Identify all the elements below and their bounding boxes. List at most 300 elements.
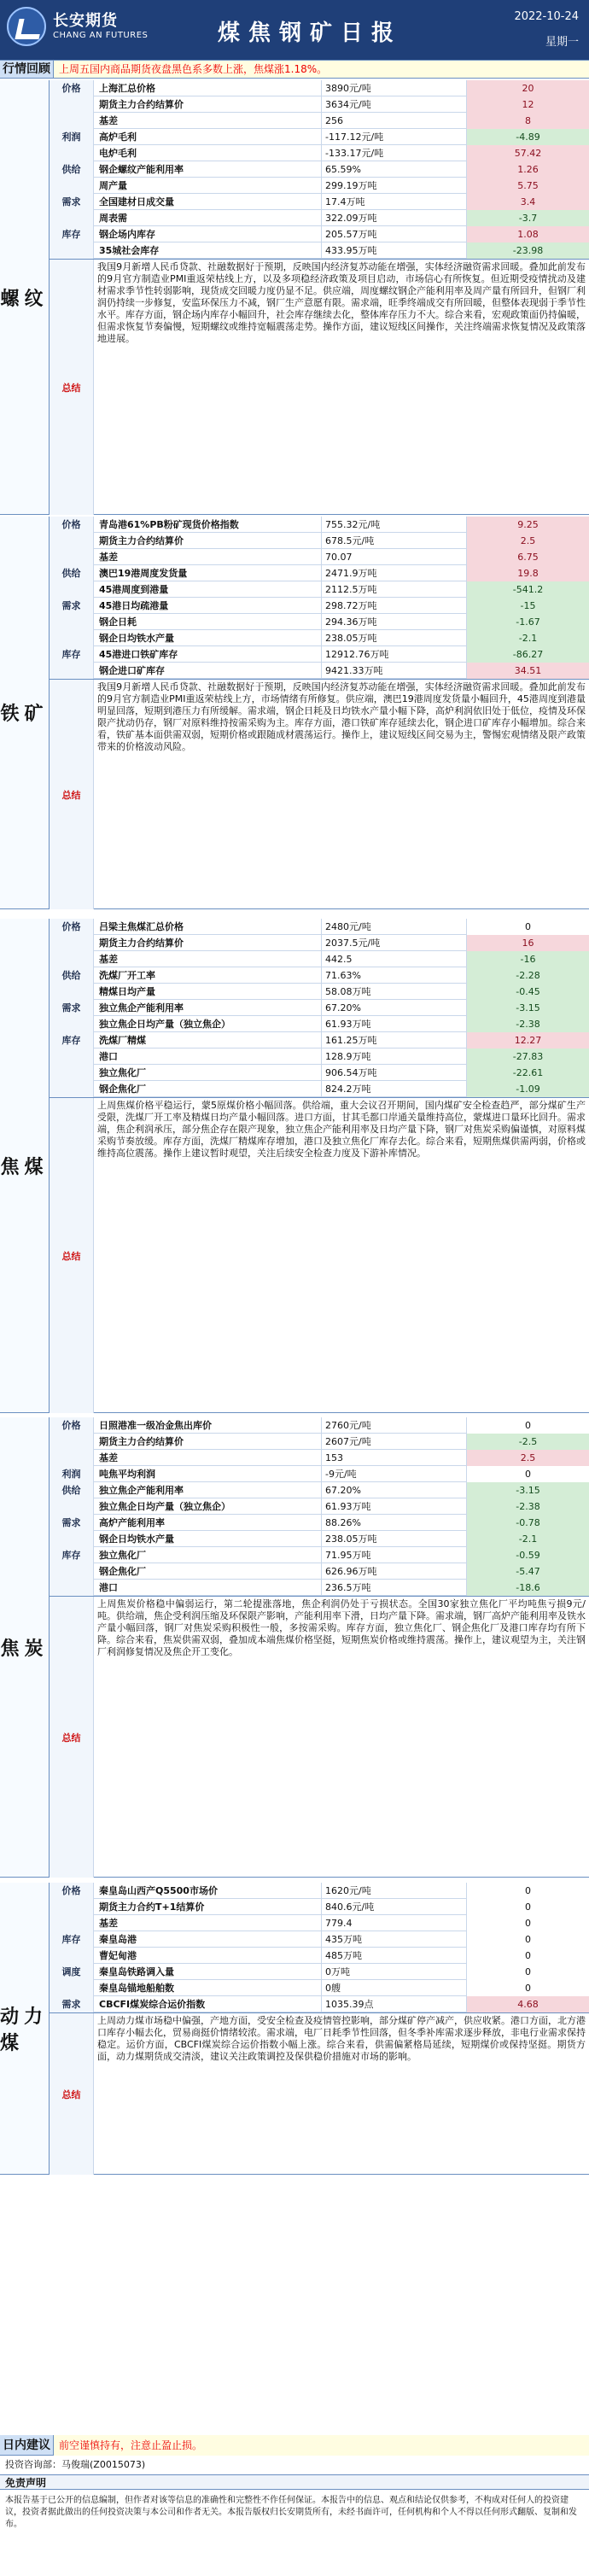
table-row bbox=[50, 1899, 589, 1915]
table-row bbox=[50, 96, 589, 113]
row-indicator: 45港进口铁矿库存 bbox=[99, 649, 178, 660]
row-change: -1.67 bbox=[466, 614, 589, 630]
row-change: -4.89 bbox=[466, 129, 589, 145]
row-category: 库存 bbox=[50, 646, 94, 663]
row-indicator: 独立焦企日均产量（独立焦企） bbox=[99, 1019, 230, 1030]
row-value: 2112.5万吨 bbox=[321, 581, 466, 598]
row-category bbox=[50, 1450, 94, 1466]
row-value: -9元/吨 bbox=[321, 1466, 466, 1482]
table-row bbox=[50, 598, 589, 614]
row-value: 0万吨 bbox=[321, 1964, 466, 1980]
row-change: 8 bbox=[466, 113, 589, 129]
row-change: 0 bbox=[466, 1948, 589, 1964]
row-category bbox=[50, 1081, 94, 1097]
row-value: 58.08万吨 bbox=[321, 984, 466, 1000]
row-category bbox=[50, 533, 94, 549]
jiaomei-data-table bbox=[50, 919, 589, 1097]
row-category: 利润 bbox=[50, 129, 94, 145]
row-change: 0 bbox=[466, 1899, 589, 1915]
row-value: 2607元/吨 bbox=[321, 1434, 466, 1450]
row-change: 20 bbox=[466, 80, 589, 96]
row-value: 435万吨 bbox=[321, 1931, 466, 1948]
summary-label: 总结 bbox=[50, 1597, 94, 1878]
row-change: -16 bbox=[466, 951, 589, 967]
row-indicator: 期货主力合约结算价 bbox=[99, 938, 184, 949]
summary-label: 总结 bbox=[50, 1098, 94, 1413]
row-indicator: 全国建材日成交量 bbox=[99, 196, 174, 207]
row-indicator: CBCFI煤炭综合运价指数 bbox=[99, 1999, 206, 2010]
tiekuang-summary bbox=[50, 679, 589, 909]
row-indicator: 钢企日耗 bbox=[99, 616, 137, 628]
table-row bbox=[50, 1434, 589, 1450]
table-row bbox=[50, 1563, 589, 1580]
row-value: 236.5万吨 bbox=[321, 1580, 466, 1596]
row-change: -3.15 bbox=[466, 1000, 589, 1016]
row-category bbox=[50, 1531, 94, 1547]
row-category: 价格 bbox=[50, 517, 94, 533]
summary-label: 总结 bbox=[50, 680, 94, 909]
row-category: 库存 bbox=[50, 1547, 94, 1563]
table-row bbox=[50, 1948, 589, 1964]
row-category bbox=[50, 178, 94, 194]
row-category bbox=[50, 1915, 94, 1931]
row-change: 19.8 bbox=[466, 565, 589, 581]
row-change: 16 bbox=[466, 935, 589, 951]
row-indicator: 吨焦平均利润 bbox=[99, 1469, 155, 1480]
row-change: -2.38 bbox=[466, 1498, 589, 1515]
table-row bbox=[50, 1450, 589, 1466]
row-value: 67.20% bbox=[321, 1482, 466, 1498]
row-change: 0 bbox=[466, 919, 589, 935]
row-indicator: 基差 bbox=[99, 1452, 118, 1463]
row-change: -2.28 bbox=[466, 967, 589, 984]
jiaomei-section-label: 焦煤 bbox=[0, 919, 50, 1412]
summary-text: 我国9月新增人民币贷款、社融数据好于预期，反映国内经济复苏动能在增强，实体经济融资需求回暖。叠加此前发布的9月官方制造业PMI重返荣枯线上方，市场情绪有所修复。供应端，澳巴19港周度发货量小幅回升，45港周度到港量明显回落，短期到港压力有所缓解。需求端，钢企日耗及日均铁水产量小幅下降，高炉利润依旧处于低位，疫情及环保限产扰动仍存，钢厂对原料维持按需采购为主。库存方面，港口铁矿库存延续去化，钢企进口矿库存小幅增加。综合来看，铁矿基本面供需双弱，短期价格或跟随成材震荡运行。操作上，建议短线区间交易为主，警惕宏观情绪及限产政策带来的价格波动风险。 bbox=[97, 681, 586, 752]
row-change: 6.75 bbox=[466, 549, 589, 565]
row-change: 1.08 bbox=[466, 226, 589, 242]
table-row bbox=[50, 1883, 589, 1899]
row-value: 0艘 bbox=[321, 1980, 466, 1996]
intraday-advice-label: 日内建议 bbox=[3, 2439, 50, 2452]
market-review-text: 上周五国内商品期货夜盘黑色系多数上涨，焦煤涨1.18%。 bbox=[53, 61, 589, 78]
table-row bbox=[50, 1980, 589, 1996]
row-indicator: 周产量 bbox=[99, 180, 127, 191]
row-value: 840.6元/吨 bbox=[321, 1899, 466, 1915]
row-indicator: 钢企日均铁水产量 bbox=[99, 633, 174, 644]
analyst-info: 投资咨询部：马俊瑞(Z0015073) bbox=[5, 2459, 146, 2470]
row-value: 906.54万吨 bbox=[321, 1065, 466, 1081]
row-indicator: 洗煤厂开工率 bbox=[99, 970, 155, 981]
table-row bbox=[50, 80, 589, 96]
table-row bbox=[50, 145, 589, 161]
intraday-advice-text: 前空谨慎持有，注意止盈止损。 bbox=[53, 2435, 589, 2456]
luowen-section bbox=[0, 80, 589, 515]
summary-text: 上周动力煤市场稳中偏强，产地方面，受安全检查及疫情管控影响，部分煤矿停产减产，供应收紧。港口方面，北方港口库存小幅去化，贸易商挺价情绪较浓。需求端，电厂日耗季节性回落，但冬季补库需求逐步释放，非电行业需求保持稳定。运价方面，CBCFI煤炭综合运价指数小幅上涨。综合来看，供需偏紧格局延续，短期煤价或保持坚挺。期货方面，动力煤期货成交清淡，建议关注政策调控及保供稳价措施对市场的影响。 bbox=[97, 2015, 586, 2062]
row-category bbox=[50, 1498, 94, 1515]
row-indicator: 港口 bbox=[99, 1051, 118, 1062]
row-value: 205.57万吨 bbox=[321, 226, 466, 242]
row-value: 153 bbox=[321, 1450, 466, 1466]
row-category: 供给 bbox=[50, 565, 94, 581]
row-indicator: 45港周度到港量 bbox=[99, 584, 169, 595]
table-row bbox=[50, 1000, 589, 1016]
disclaimer-text: 本报告基于已公开的信息编制，但作者对该等信息的准确性和完整性不作任何保证。本报告中的信息、观点和结论仅供参考，不构成对任何人的投资建议，投资者据此做出的任何投资决策与本公司和作者无关。本报告版权归长安期货所有，未经书面许可，任何机构和个人不得以任何形式翻版、复制和发布。 bbox=[5, 2496, 577, 2529]
row-value: 128.9万吨 bbox=[321, 1049, 466, 1065]
row-indicator: 钢企焦化厂 bbox=[99, 1566, 146, 1577]
row-value: 67.20% bbox=[321, 1000, 466, 1016]
row-category bbox=[50, 1948, 94, 1964]
row-value: 3634元/吨 bbox=[321, 96, 466, 113]
report-title: 煤焦钢矿日报 bbox=[218, 20, 403, 46]
row-change: -541.2 bbox=[466, 581, 589, 598]
row-indicator: 期货主力合约结算价 bbox=[99, 1436, 184, 1447]
row-change: 2.5 bbox=[466, 1450, 589, 1466]
row-category: 需求 bbox=[50, 1996, 94, 2012]
row-value: 678.5元/吨 bbox=[321, 533, 466, 549]
row-value: 2760元/吨 bbox=[321, 1417, 466, 1434]
row-change: 0 bbox=[466, 1915, 589, 1931]
table-row bbox=[50, 226, 589, 242]
table-row bbox=[50, 1498, 589, 1515]
tiekuang-section-label: 铁矿 bbox=[0, 517, 50, 908]
summary-label: 总结 bbox=[50, 260, 94, 515]
row-change: -0.78 bbox=[466, 1515, 589, 1531]
row-change: -2.38 bbox=[466, 1016, 589, 1032]
tiekuang-section bbox=[0, 517, 589, 909]
row-indicator: 独立焦化厂 bbox=[99, 1550, 146, 1561]
row-category: 价格 bbox=[50, 919, 94, 935]
row-value: 238.05万吨 bbox=[321, 630, 466, 646]
table-row bbox=[50, 1996, 589, 2012]
row-value: 65.59% bbox=[321, 161, 466, 178]
donglimei-section bbox=[0, 1883, 589, 2175]
row-indicator: 秦皇岛山西产Q5500市场价 bbox=[99, 1885, 218, 1896]
row-change: 0 bbox=[466, 1417, 589, 1434]
market-review-label: 行情回顾 bbox=[3, 62, 50, 76]
table-row bbox=[50, 1531, 589, 1547]
tiekuang-data-table bbox=[50, 517, 589, 679]
table-row bbox=[50, 1081, 589, 1097]
row-category: 利润 bbox=[50, 1466, 94, 1482]
row-indicator: 周表需 bbox=[99, 213, 127, 224]
table-row bbox=[50, 210, 589, 226]
table-row bbox=[50, 1482, 589, 1498]
row-change: -15 bbox=[466, 598, 589, 614]
row-category bbox=[50, 1580, 94, 1596]
row-category: 价格 bbox=[50, 80, 94, 96]
row-value: 433.95万吨 bbox=[321, 242, 466, 259]
row-category: 需求 bbox=[50, 194, 94, 210]
table-row bbox=[50, 630, 589, 646]
row-indicator: 秦皇岛锚地船舶数 bbox=[99, 1983, 174, 1994]
table-row bbox=[50, 113, 589, 129]
row-category: 价格 bbox=[50, 1883, 94, 1899]
report-date: 2022-10-24 bbox=[514, 10, 579, 23]
row-value: 12912.76万吨 bbox=[321, 646, 466, 663]
table-row bbox=[50, 663, 589, 679]
table-row bbox=[50, 935, 589, 951]
row-change: 3.4 bbox=[466, 194, 589, 210]
row-value: 71.63% bbox=[321, 967, 466, 984]
row-value: 298.72万吨 bbox=[321, 598, 466, 614]
row-change: 2.5 bbox=[466, 533, 589, 549]
row-indicator: 电炉毛利 bbox=[99, 148, 137, 159]
row-indicator: 期货主力合约结算价 bbox=[99, 535, 184, 546]
row-indicator: 精煤日均产量 bbox=[99, 986, 155, 997]
luowen-summary bbox=[50, 259, 589, 515]
row-indicator: 日照港准一级冶金焦出库价 bbox=[99, 1420, 212, 1431]
summary-text: 上周焦煤价格平稳运行，蒙5原煤价格小幅回落。供给端，重大会议召开期间，国内煤矿安全检查趋严，部分煤矿生产受限，洗煤厂开工率及精煤日均产量小幅回落。进口方面，甘其毛都口岸通关量维持高位，蒙煤进口量环比回升。需求端，焦企利润承压，部分焦企存在限产现象，独立焦企产能利用率及日均产量下降，钢厂对焦炭采购偏谨慎，对原料煤采购节奏放缓。库存方面，洗煤厂精煤库存增加，港口及独立焦化厂库存去化。综合来看，短期焦煤供需两弱，价格或维持高位震荡。操作上建议暂时观望，关注后续安全检查力度及下游补库情况。 bbox=[97, 1100, 586, 1159]
row-category bbox=[50, 113, 94, 129]
row-value: 626.96万吨 bbox=[321, 1563, 466, 1580]
row-category bbox=[50, 1434, 94, 1450]
row-value: 70.07 bbox=[321, 549, 466, 565]
row-category bbox=[50, 1016, 94, 1032]
row-value: 779.4 bbox=[321, 1915, 466, 1931]
row-value: 61.93万吨 bbox=[321, 1498, 466, 1515]
row-value: 2480元/吨 bbox=[321, 919, 466, 935]
summary-label: 总结 bbox=[50, 2013, 94, 2175]
table-row bbox=[50, 129, 589, 145]
table-row bbox=[50, 1580, 589, 1596]
table-row bbox=[50, 951, 589, 967]
row-indicator: 期货主力合约T+1结算价 bbox=[99, 1901, 205, 1913]
table-row bbox=[50, 967, 589, 984]
row-change: 0 bbox=[466, 1883, 589, 1899]
table-row bbox=[50, 919, 589, 935]
row-change: 0 bbox=[466, 1980, 589, 1996]
row-indicator: 钢企螺纹产能利用率 bbox=[99, 164, 184, 175]
summary-text: 我国9月新增人民币贷款、社融数据好于预期，反映国内经济复苏动能在增强，实体经济融资需求回暖。叠加此前发布的9月官方制造业PMI重返荣枯线上方，以及多项稳经济政策及项目启动，市场信心有所恢复。但近期受疫情扰动及建材需求季节性转弱影响，现货成交回暖力度仍显不足。供应端，周度螺纹钢企产能利用率及周产量有所回升，但钢厂利润仍持续一步修复，安监环保压力不减，钢厂生产意愿有限。需求端，旺季终端成交有所回暖，但整体表现弱于季节性水平。库存方面，钢企场内库存小幅回升，社会库存继续去化，整体库存压力不大。综合来看，宏观政策面仍持偏暖，但需求恢复节奏偏慢，短期螺纹或维持宽幅震荡走势。操作方面，建议短线区间操作，关注终端需求恢复情况及政策落地进展。 bbox=[97, 261, 586, 344]
table-row bbox=[50, 1417, 589, 1434]
report-weekday: 星期一 bbox=[545, 36, 579, 49]
table-row bbox=[50, 646, 589, 663]
company-name-en: CHANG AN FUTURES bbox=[53, 31, 149, 40]
row-value: 2037.5元/吨 bbox=[321, 935, 466, 951]
row-change: -0.59 bbox=[466, 1547, 589, 1563]
row-category bbox=[50, 210, 94, 226]
row-change: 9.25 bbox=[466, 517, 589, 533]
row-category: 需求 bbox=[50, 598, 94, 614]
row-change: 34.51 bbox=[466, 663, 589, 679]
row-value: 9421.33万吨 bbox=[321, 663, 466, 679]
table-row bbox=[50, 1915, 589, 1931]
row-category bbox=[50, 1563, 94, 1580]
row-category bbox=[50, 1065, 94, 1081]
row-value: 485万吨 bbox=[321, 1948, 466, 1964]
jiaotan-summary bbox=[50, 1596, 589, 1878]
row-indicator: 基差 bbox=[99, 115, 118, 126]
jiaomei-section bbox=[0, 919, 589, 1413]
row-value: 61.93万吨 bbox=[321, 1016, 466, 1032]
row-indicator: 基差 bbox=[99, 1918, 118, 1929]
row-indicator: 35城社会库存 bbox=[99, 245, 160, 256]
row-indicator: 钢企焦化厂 bbox=[99, 1084, 146, 1095]
table-row bbox=[50, 1049, 589, 1065]
row-indicator: 秦皇岛铁路调入量 bbox=[99, 1966, 174, 1977]
report-header bbox=[0, 0, 589, 60]
jiaotan-section bbox=[0, 1417, 589, 1878]
donglimei-section-label: 动力煤 bbox=[0, 1883, 50, 2174]
row-value: 755.32元/吨 bbox=[321, 517, 466, 533]
row-category: 供给 bbox=[50, 967, 94, 984]
table-row bbox=[50, 549, 589, 565]
row-value: 2471.9万吨 bbox=[321, 565, 466, 581]
row-value: 1620元/吨 bbox=[321, 1883, 466, 1899]
row-value: 3890元/吨 bbox=[321, 80, 466, 96]
row-value: -133.17元/吨 bbox=[321, 145, 466, 161]
row-category bbox=[50, 984, 94, 1000]
luowen-data-table bbox=[50, 80, 589, 259]
row-change: -1.09 bbox=[466, 1081, 589, 1097]
row-indicator: 港口 bbox=[99, 1582, 118, 1593]
row-value: 824.2万吨 bbox=[321, 1081, 466, 1097]
table-row bbox=[50, 533, 589, 549]
jiaomei-summary bbox=[50, 1097, 589, 1413]
row-value: 299.19万吨 bbox=[321, 178, 466, 194]
row-indicator: 钢企场内库存 bbox=[99, 229, 155, 240]
table-row bbox=[50, 565, 589, 581]
row-category: 库存 bbox=[50, 226, 94, 242]
row-category bbox=[50, 145, 94, 161]
row-change: -86.27 bbox=[466, 646, 589, 663]
table-row bbox=[50, 1032, 589, 1049]
row-change: -23.98 bbox=[466, 242, 589, 259]
row-change: -18.6 bbox=[466, 1580, 589, 1596]
intraday-advice-bar bbox=[0, 2435, 589, 2456]
summary-text: 上周焦炭价格稳中偏弱运行，第二轮提涨落地，焦企利润仍处于亏损状态。全国30家独立焦化厂平均吨焦亏损9元/吨。供给端，焦企受利润压缩及环保限产影响，产能利用率下滑，日均产量下降。需求端，钢厂高炉产能利用率及铁水产量小幅回落，钢厂对焦炭采购积极性一般，多按需采购。库存方面，独立焦化厂、钢企焦化厂及港口库存均有所下降。综合来看，焦炭供需双弱，叠加成本端焦煤价格坚挺，短期焦炭价格或维持震荡。操作上，建议观望为主，关注钢厂利润修复情况及焦企开工变化。 bbox=[97, 1598, 586, 1657]
row-indicator: 吕梁主焦煤汇总价格 bbox=[99, 921, 184, 932]
row-change: 1.26 bbox=[466, 161, 589, 178]
row-change: 0 bbox=[466, 1466, 589, 1482]
row-change: -0.45 bbox=[466, 984, 589, 1000]
row-value: 17.4万吨 bbox=[321, 194, 466, 210]
row-indicator: 期货主力合约结算价 bbox=[99, 99, 184, 110]
row-value: 71.95万吨 bbox=[321, 1547, 466, 1563]
row-change: -2.1 bbox=[466, 630, 589, 646]
table-row bbox=[50, 614, 589, 630]
row-category bbox=[50, 96, 94, 113]
row-indicator: 基差 bbox=[99, 954, 118, 965]
donglimei-summary bbox=[50, 2012, 589, 2175]
row-indicator: 澳巴19港周度发货量 bbox=[99, 568, 188, 579]
row-category: 库存 bbox=[50, 1931, 94, 1948]
row-category bbox=[50, 1899, 94, 1915]
row-change: -3.7 bbox=[466, 210, 589, 226]
row-indicator: 45港日均疏港量 bbox=[99, 600, 169, 611]
company-logo-icon bbox=[7, 7, 46, 46]
table-row bbox=[50, 161, 589, 178]
row-change: 57.42 bbox=[466, 145, 589, 161]
row-change: 5.75 bbox=[466, 178, 589, 194]
row-change: -27.83 bbox=[466, 1049, 589, 1065]
row-change: -3.15 bbox=[466, 1482, 589, 1498]
row-category bbox=[50, 549, 94, 565]
row-category: 价格 bbox=[50, 1417, 94, 1434]
row-category: 需求 bbox=[50, 1515, 94, 1531]
row-change: 12 bbox=[466, 96, 589, 113]
row-change: 4.68 bbox=[466, 1996, 589, 2012]
row-indicator: 秦皇岛港 bbox=[99, 1934, 137, 1945]
market-review-bar bbox=[0, 60, 589, 79]
table-row bbox=[50, 194, 589, 210]
row-value: -117.12元/吨 bbox=[321, 129, 466, 145]
row-indicator: 独立焦企产能利用率 bbox=[99, 1485, 184, 1496]
row-category: 调度 bbox=[50, 1964, 94, 1980]
table-row bbox=[50, 1065, 589, 1081]
row-indicator: 高炉毛利 bbox=[99, 131, 137, 143]
table-row bbox=[50, 1515, 589, 1531]
table-row bbox=[50, 581, 589, 598]
row-value: 238.05万吨 bbox=[321, 1531, 466, 1547]
row-value: 161.25万吨 bbox=[321, 1032, 466, 1049]
jiaotan-data-table bbox=[50, 1417, 589, 1596]
table-row bbox=[50, 1016, 589, 1032]
table-row bbox=[50, 1964, 589, 1980]
table-row bbox=[50, 517, 589, 533]
table-row bbox=[50, 178, 589, 194]
row-change: -2.1 bbox=[466, 1531, 589, 1547]
row-value: 1035.39点 bbox=[321, 1996, 466, 2012]
row-indicator: 曹妃甸港 bbox=[99, 1950, 137, 1961]
row-indicator: 高炉产能利用率 bbox=[99, 1517, 165, 1528]
table-row bbox=[50, 1466, 589, 1482]
jiaotan-section-label: 焦炭 bbox=[0, 1417, 50, 1877]
company-name-cn: 长安期货 bbox=[53, 12, 118, 30]
row-category bbox=[50, 1980, 94, 1996]
row-indicator: 基差 bbox=[99, 552, 118, 563]
row-category bbox=[50, 614, 94, 630]
row-category bbox=[50, 581, 94, 598]
row-value: 322.09万吨 bbox=[321, 210, 466, 226]
row-indicator: 洗煤厂精煤 bbox=[99, 1035, 146, 1046]
table-row bbox=[50, 1931, 589, 1948]
donglimei-data-table bbox=[50, 1883, 589, 2012]
table-row bbox=[50, 984, 589, 1000]
row-value: 442.5 bbox=[321, 951, 466, 967]
row-change: 0 bbox=[466, 1964, 589, 1980]
row-category bbox=[50, 1049, 94, 1065]
row-value: 88.26% bbox=[321, 1515, 466, 1531]
row-category bbox=[50, 242, 94, 259]
row-indicator: 独立焦企日均产量（独立焦企） bbox=[99, 1501, 230, 1512]
row-category bbox=[50, 630, 94, 646]
row-value: 256 bbox=[321, 113, 466, 129]
row-value: 294.36万吨 bbox=[321, 614, 466, 630]
row-change: 12.27 bbox=[466, 1032, 589, 1049]
luowen-section-label: 螺纹 bbox=[0, 80, 50, 514]
row-category: 供给 bbox=[50, 161, 94, 178]
row-indicator: 钢企进口矿库存 bbox=[99, 665, 165, 676]
row-category: 供给 bbox=[50, 1482, 94, 1498]
row-indicator: 独立焦化厂 bbox=[99, 1067, 146, 1078]
row-indicator: 独立焦企产能利用率 bbox=[99, 1002, 184, 1013]
row-indicator: 青岛港61%PB粉矿现货价格指数 bbox=[99, 519, 239, 530]
row-change: -5.47 bbox=[466, 1563, 589, 1580]
table-row bbox=[50, 1547, 589, 1563]
row-category: 库存 bbox=[50, 1032, 94, 1049]
row-category bbox=[50, 663, 94, 679]
row-change: 0 bbox=[466, 1931, 589, 1948]
row-category bbox=[50, 951, 94, 967]
table-row bbox=[50, 242, 589, 259]
row-indicator: 上海汇总价格 bbox=[99, 83, 155, 94]
row-category bbox=[50, 935, 94, 951]
disclaimer-title: 免责声明 bbox=[0, 2474, 589, 2490]
row-change: -2.5 bbox=[466, 1434, 589, 1450]
row-category: 需求 bbox=[50, 1000, 94, 1016]
row-change: -22.61 bbox=[466, 1065, 589, 1081]
